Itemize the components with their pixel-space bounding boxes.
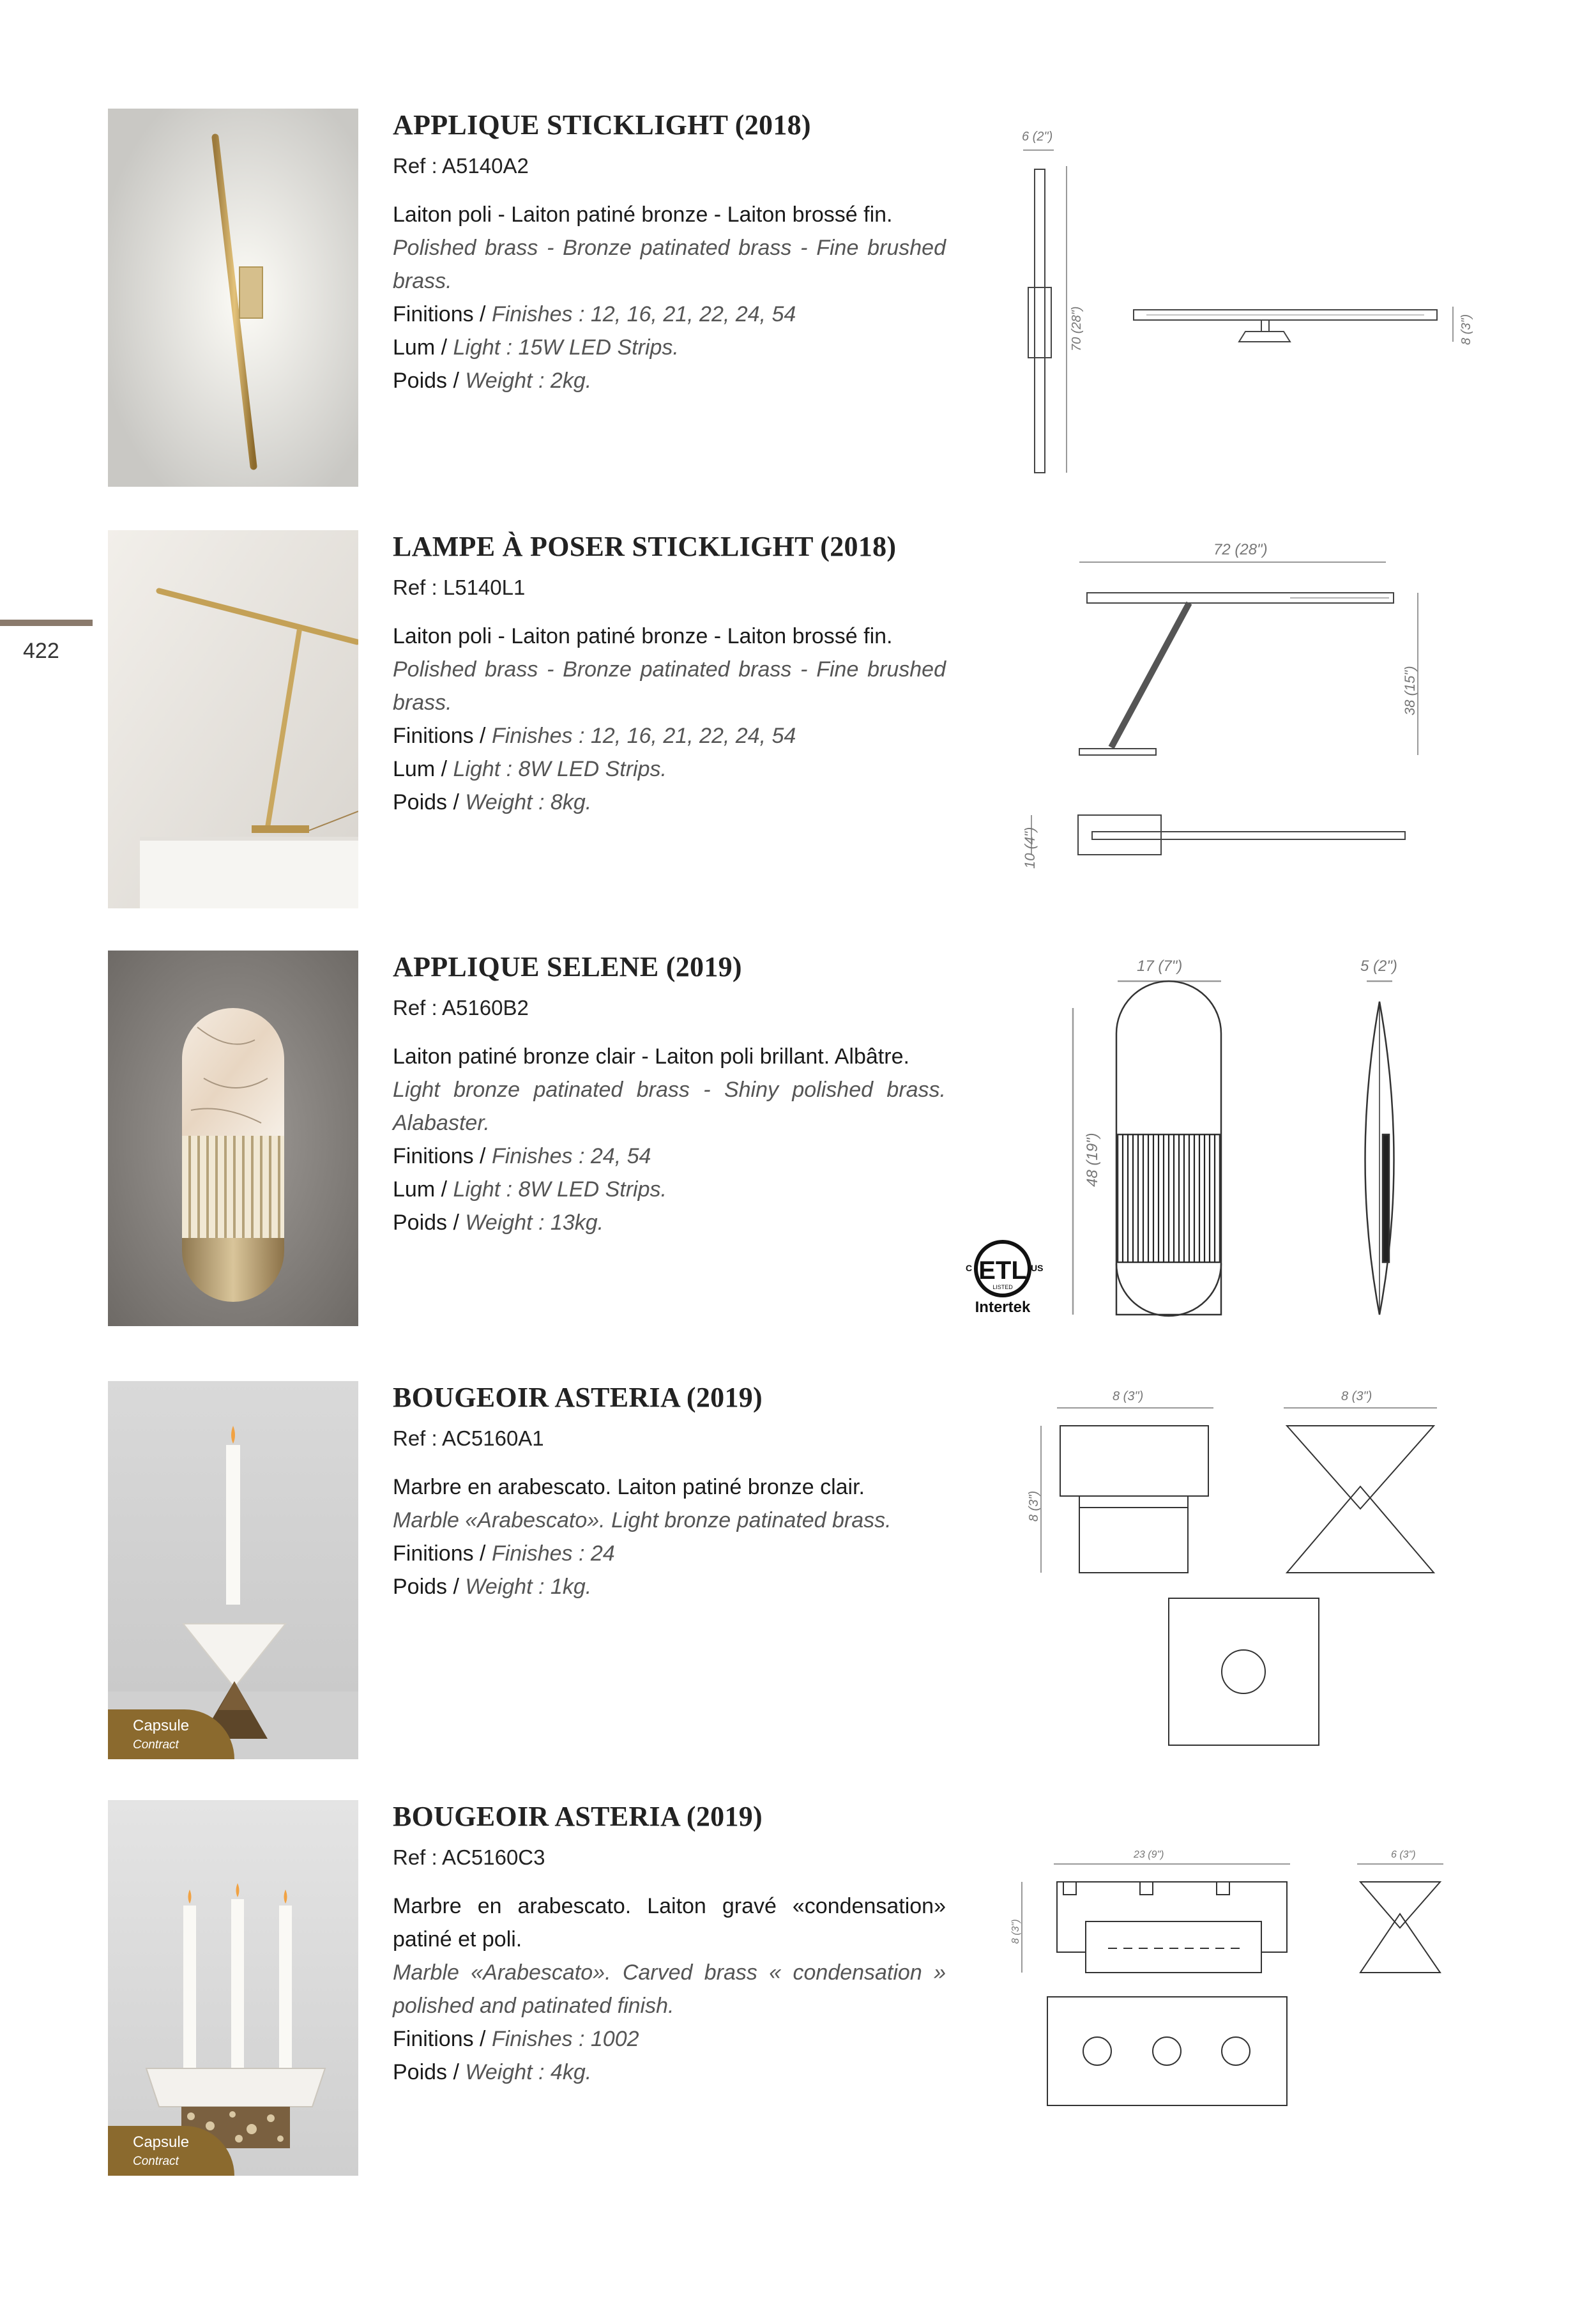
product-photo — [108, 951, 358, 1326]
product-title: BOUGEOIR ASTERIA (2019) — [393, 1801, 763, 1832]
material-en: Polished brass - Bronze patinated brass - Fine brushed brass. — [393, 236, 946, 293]
svg-text:8 (3"): 8 (3") — [1341, 1389, 1372, 1403]
capsule-contract-badge: Capsule Contract — [108, 2126, 234, 2176]
product-info — [393, 1800, 946, 2089]
material-fr: Marbre en arabescato. Laiton gravé «condensation» patiné et poli. — [393, 1894, 946, 1952]
svg-text:10 (4"): 10 (4") — [1022, 827, 1038, 869]
material-fr: Laiton poli - Laiton patiné bronze - Laiton brossé fin. — [393, 202, 893, 227]
technical-drawing — [1054, 951, 1488, 1331]
weight-line: Poids / Weight : 4kg. — [393, 2060, 592, 2084]
finishes-line: Finitions / Finishes : 24 — [393, 1541, 615, 1566]
light-line: Lum / Light : 15W LED Strips. — [393, 335, 679, 360]
technical-drawing — [996, 1838, 1494, 2199]
light-line: Lum / Light : 8W LED Strips. — [393, 1177, 667, 1202]
weight-line: Poids / Weight : 2kg. — [393, 369, 592, 393]
product-ref: Ref : AC5160A1 — [393, 1426, 544, 1450]
capsule-contract-badge: Capsule Contract — [108, 1709, 234, 1759]
svg-text:ETL: ETL — [978, 1256, 1027, 1285]
product-ref: Ref : A5140A2 — [393, 154, 529, 178]
technical-drawing — [1015, 1381, 1463, 1768]
material-en: Marble «Arabescato». Light bronze patinated brass. — [393, 1508, 892, 1532]
product-info — [393, 109, 946, 397]
product-photo — [108, 109, 358, 487]
product-ref: Ref : A5160B2 — [393, 996, 529, 1020]
weight-line: Poids / Weight : 13kg. — [393, 1211, 604, 1235]
finishes-line: Finitions / Finishes : 12, 16, 21, 22, 24, 54 — [393, 302, 796, 326]
product-info — [393, 951, 946, 1239]
material-fr: Laiton poli - Laiton patiné bronze - Laiton brossé fin. — [393, 624, 893, 648]
material-fr: Marbre en arabescato. Laiton patiné bronze clair. — [393, 1475, 865, 1499]
material-en: Light bronze patinated brass - Shiny polished brass. Alabaster. — [393, 1078, 946, 1135]
material-en: Marble «Arabescato». Carved brass « condensation » polished and patinated finish. — [393, 1960, 946, 2018]
svg-text:70 (28"): 70 (28") — [1070, 306, 1084, 351]
product-photo — [108, 1381, 358, 1759]
svg-text:48 (19"): 48 (19") — [1084, 1133, 1101, 1187]
product-ref: Ref : L5140L1 — [393, 576, 526, 599]
svg-text:5 (2"): 5 (2") — [1360, 958, 1397, 975]
svg-text:C: C — [966, 1263, 973, 1273]
etl-listed-certification-logo — [958, 1238, 1047, 1321]
product-title: APPLIQUE STICKLIGHT (2018) — [393, 109, 811, 141]
svg-text:8 (3"): 8 (3") — [1027, 1490, 1041, 1522]
technical-drawing — [1009, 115, 1494, 489]
svg-text:6 (2"): 6 (2") — [1022, 130, 1053, 144]
material-fr: Laiton patiné bronze clair - Laiton poli brillant. Albâtre. — [393, 1044, 909, 1069]
product-info — [393, 530, 946, 819]
product-ref: Ref : AC5160C3 — [393, 1845, 545, 1869]
svg-text:38 (15"): 38 (15") — [1402, 666, 1418, 715]
svg-text:17 (7"): 17 (7") — [1137, 958, 1183, 975]
product-info — [393, 1381, 946, 1603]
weight-line: Poids / Weight : 8kg. — [393, 790, 592, 814]
svg-text:US: US — [1031, 1263, 1044, 1273]
product-photo — [108, 530, 358, 908]
page-tab-marker — [0, 620, 93, 626]
svg-text:8 (3"): 8 (3") — [1459, 314, 1473, 345]
finishes-line: Finitions / Finishes : 1002 — [393, 2027, 639, 2051]
product-title: APPLIQUE SELENE (2019) — [393, 951, 742, 982]
finishes-line: Finitions / Finishes : 12, 16, 21, 22, 24, 54 — [393, 724, 796, 748]
material-en: Polished brass - Bronze patinated brass - Fine brushed brass. — [393, 657, 946, 715]
svg-text:8 (3"): 8 (3") — [1010, 1919, 1021, 1944]
svg-text:8 (3"): 8 (3") — [1113, 1389, 1144, 1403]
svg-text:6 (3"): 6 (3") — [1391, 1849, 1416, 1860]
page-number: 422 — [23, 639, 59, 663]
product-photo — [108, 1800, 358, 2176]
svg-text:LISTED: LISTED — [992, 1284, 1013, 1290]
svg-text:Intertek: Intertek — [975, 1299, 1031, 1316]
light-line: Lum / Light : 8W LED Strips. — [393, 757, 667, 781]
technical-drawing — [1015, 530, 1463, 891]
svg-text:23 (9"): 23 (9") — [1134, 1849, 1164, 1860]
product-title: LAMPE À POSER STICKLIGHT (2018) — [393, 531, 897, 562]
weight-line: Poids / Weight : 1kg. — [393, 1575, 592, 1599]
finishes-line: Finitions / Finishes : 24, 54 — [393, 1144, 651, 1168]
svg-text:72 (28"): 72 (28") — [1213, 541, 1268, 558]
product-title: BOUGEOIR ASTERIA (2019) — [393, 1382, 763, 1413]
